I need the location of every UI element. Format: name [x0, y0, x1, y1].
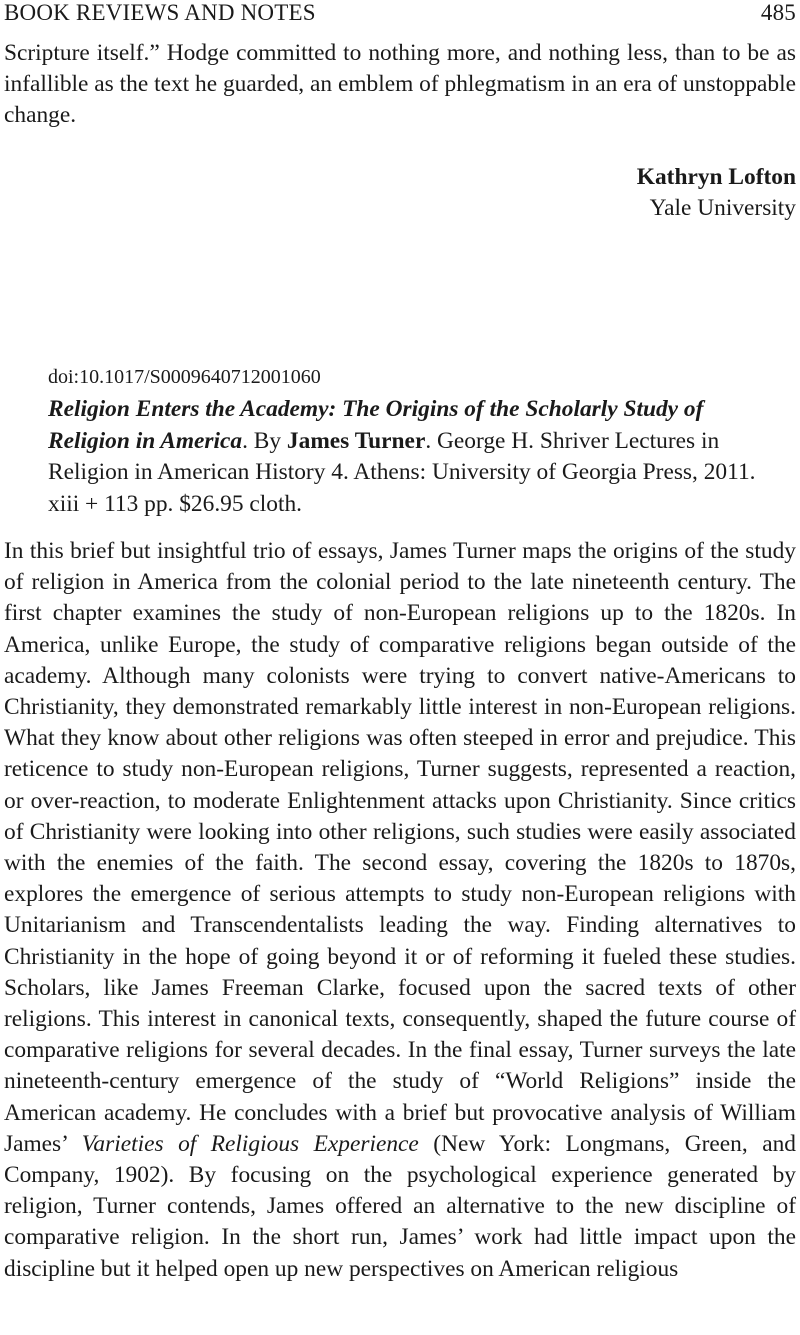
review-text-part-2: (New York: Longmans, Green, and Company, 1902). By focusing on the psychological experience generated by religion, Turner contends, James offered an alternative to the new discipline of comparative religion. In the short run, James’ work had little impact upon the discipline but it helped open up new perspectives on American religious: [4, 1130, 796, 1282]
previous-review-closing-paragraph: Scripture itself.” Hodge committed to nothing more, and nothing less, than to be as infallible as the text he guarded, an emblem of phlegmatism in an era of unstoppable change.: [4, 40, 796, 129]
reviewer-affiliation: Yale University: [649, 195, 796, 221]
book-title: Religion Enters the Academy: The Origins of the Scholarly Study of Religion in America: [48, 396, 704, 454]
book-entry: [48, 394, 760, 520]
page-number: 485: [760, 0, 796, 25]
book-citation: [48, 362, 760, 520]
reviewer-signature: [637, 162, 796, 224]
publication-details: . George H. Shriver Lectures in Religion in American History 4. Athens: University of Georgia Press, 2011. xiii + 113 pp. $26.95 cloth.: [48, 427, 756, 517]
review-text-part-1: In this brief but insightful trio of essays, James Turner maps the origins of the study of religion in America from the colonial period to the late nineteenth century. The first chapter examines the study of non-European religions up to the 1820s. In America, unlike Europe, the study of comparative religions began outside of the academy. Although many colonists were trying to convert native-Americans to Christianity, they demonstrated remarkably little interest in non-European religions. What they know about other religions was often steeped in error and prejudice. This reticence to study non-European religions, Turner suggests, represented a reaction, or over-reaction, to moderate Enlightenment attacks upon Christianity. Since critics of Christianity were looking into other religions, such studies were easily associated with the enemies of the faith. The second essay, covering the 1820s to 1870s, explores the emergence of serious attempts to study non-European religions with Unitarianism and Transcendentalists leading the way. Finding alternatives to Christianity in the hope of going beyond it or of reforming it fueled these studies. Scholars, like James Freeman Clarke, focused upon the sacred texts of other religions. This interest in canonical texts, consequently, shaped the future course of comparative religions for several decades. In the final essay, Turner surveys the late nineteenth-century emergence of the study of “World Religions” inside the American academy. He concludes with a brief but provocative analysis of William James’: [4, 538, 796, 1157]
review-body-paragraph: [4, 536, 796, 1285]
running-title: BOOK REVIEWS AND NOTES: [4, 0, 316, 25]
reviewer-name: Kathryn Lofton: [636, 164, 796, 190]
running-head: [4, 0, 796, 26]
book-author: James Turner: [286, 427, 426, 454]
by-connector: . By: [242, 427, 287, 454]
cited-work-title: Varieties of Religious Experience: [81, 1130, 419, 1157]
doi-identifier: doi:10.1017/S0009640712001060: [48, 366, 321, 388]
